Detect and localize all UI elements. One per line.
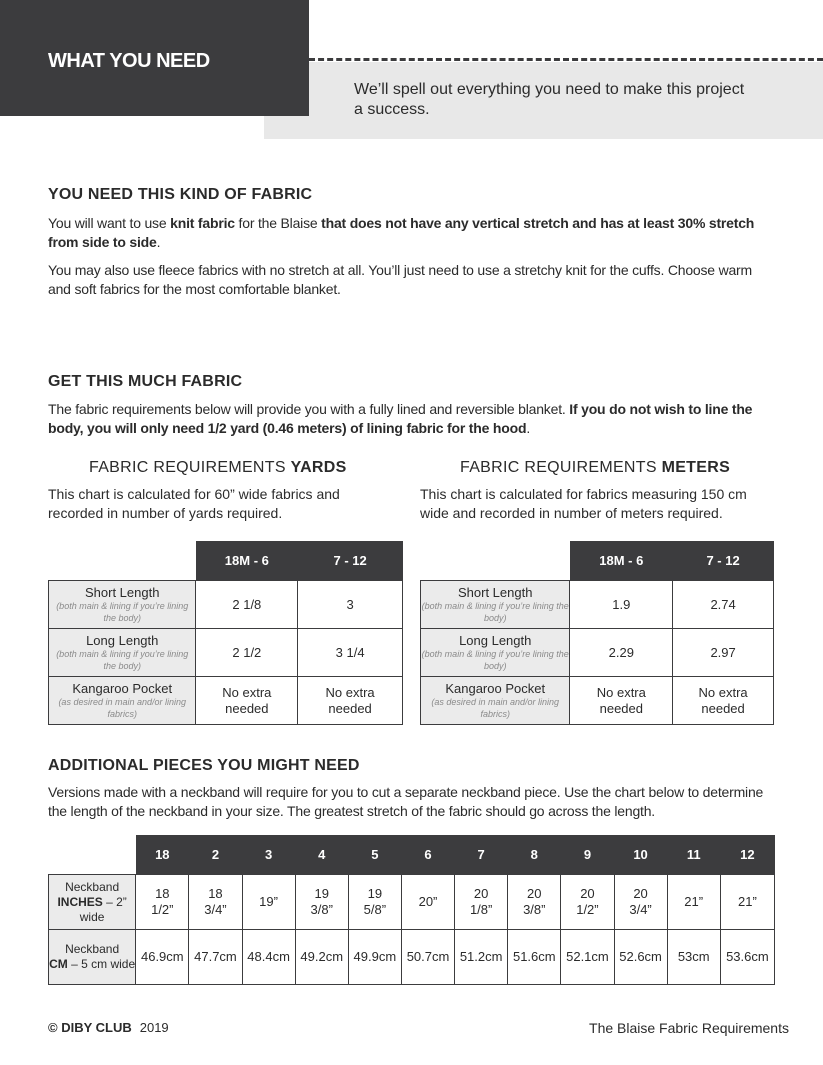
footer-brand xyxy=(48,1020,169,1035)
footer-year: 2019 xyxy=(139,1020,169,1035)
table-row xyxy=(49,930,775,985)
table-corner xyxy=(49,541,196,581)
table-cell: 18 3/4” xyxy=(189,875,242,930)
row-label: Kangaroo Pocket (as desired in main and/or lining fabrics) xyxy=(49,677,196,725)
column-header: 9 xyxy=(561,835,614,875)
table-cell: 52.6cm xyxy=(614,930,667,985)
table-cell: 3 1/4 xyxy=(298,629,403,677)
column-header: 7 - 12 xyxy=(298,541,403,581)
table-cell: 20” xyxy=(401,875,454,930)
table-header-row xyxy=(49,541,403,581)
table-row xyxy=(421,677,774,725)
table-cell: 2 1/8 xyxy=(196,581,298,629)
table-cell: 2.97 xyxy=(673,629,774,677)
fabric-amount-heading: GET THIS MUCH FABRIC xyxy=(48,373,243,390)
table-cell: No extra needed xyxy=(298,677,403,725)
row-label: Long Length (both main & lining if you’re lining the body) xyxy=(421,629,570,677)
table-cell: 53.6cm xyxy=(720,930,774,985)
row-label: Neckband INCHES – 2” wide xyxy=(49,875,136,930)
row-label: Short Length (both main & lining if you’re lining the body) xyxy=(49,581,196,629)
column-header: 12 xyxy=(720,835,774,875)
column-header: 5 xyxy=(348,835,401,875)
table-cell: 21” xyxy=(667,875,720,930)
table-cell: 1.9 xyxy=(570,581,673,629)
column-header: 18M - 6 xyxy=(570,541,673,581)
fabric-amount-paragraph: The fabric requirements below will provide you with a fully lined and reversible blanket. If you do not wish to line the body, you will only need 1/2 yard (0.46 meters) of lining fabric for the hood. xyxy=(48,401,753,436)
column-header: 7 xyxy=(455,835,508,875)
table-cell: 20 3/8” xyxy=(508,875,561,930)
table-cell: No extra needed xyxy=(673,677,774,725)
neckband-table xyxy=(48,835,775,985)
table-cell: 20 3/4” xyxy=(614,875,667,930)
fabric-kind-paragraph-2: You may also use fleece fabrics with no stretch at all. You’ll just need to use a stretchy knit for the cuffs. Choose warm and soft fabrics for the most comfortable blanket. xyxy=(48,262,752,297)
footer-document-title: The Blaise Fabric Requirements xyxy=(589,1020,789,1036)
table-cell: 49.2cm xyxy=(295,930,348,985)
row-label: Short Length (both main & lining if you’re lining the body) xyxy=(421,581,570,629)
meters-chart-title: FABRIC REQUIREMENTS METERS xyxy=(460,459,731,476)
table-cell: 3 xyxy=(298,581,403,629)
table-cell: 46.9cm xyxy=(136,930,189,985)
meters-table xyxy=(420,541,774,725)
table-header-row xyxy=(421,541,774,581)
table-cell: 47.7cm xyxy=(189,930,242,985)
table-cell: 2.29 xyxy=(570,629,673,677)
column-header: 3 xyxy=(242,835,295,875)
additional-paragraph: Versions made with a neckband will require for you to cut a separate neckband piece. Use the chart below to determine the length of the neckband in your size. The greatest stretch of the fabric should go across the length. xyxy=(48,784,764,819)
table-row xyxy=(49,581,403,629)
column-header: 2 xyxy=(189,835,242,875)
table-cell: 51.6cm xyxy=(508,930,561,985)
row-label: Neckband CM – 5 cm wide xyxy=(49,930,136,985)
table-corner xyxy=(49,835,136,875)
table-cell: 20 1/8” xyxy=(455,875,508,930)
table-cell: 19 3/8” xyxy=(295,875,348,930)
fabric-kind-paragraph-1: You will want to use knit fabric for the Blaise that does not have any vertical stretch and has at least 30% stretch from side to side. xyxy=(48,215,755,250)
table-cell: 18 1/2” xyxy=(136,875,189,930)
table-row xyxy=(421,629,774,677)
column-header: 8 xyxy=(508,835,561,875)
page-title: WHAT YOU NEED xyxy=(48,50,210,72)
table-corner xyxy=(421,541,570,581)
yards-chart-title: FABRIC REQUIREMENTS YARDS xyxy=(89,459,347,476)
column-header: 7 - 12 xyxy=(673,541,774,581)
column-header: 11 xyxy=(667,835,720,875)
table-row xyxy=(49,875,775,930)
additional-heading: ADDITIONAL PIECES YOU MIGHT NEED xyxy=(48,757,360,774)
table-header-row xyxy=(49,835,775,875)
meters-chart-note: This chart is calculated for fabrics measuring 150 cm wide and recorded in number of meters required. xyxy=(420,486,747,521)
column-header: 18M - 6 xyxy=(196,541,298,581)
column-header: 4 xyxy=(295,835,348,875)
header-dashed-divider xyxy=(309,58,823,61)
table-cell: 21” xyxy=(720,875,774,930)
table-cell: 50.7cm xyxy=(401,930,454,985)
row-label: Kangaroo Pocket (as desired in main and/or lining fabrics) xyxy=(421,677,570,725)
table-row xyxy=(421,581,774,629)
table-cell: 51.2cm xyxy=(455,930,508,985)
header-intro: We’ll spell out everything you need to make this project a success. xyxy=(354,81,745,118)
column-header: 10 xyxy=(614,835,667,875)
table-cell: No extra needed xyxy=(196,677,298,725)
table-cell: 49.9cm xyxy=(348,930,401,985)
column-header: 6 xyxy=(401,835,454,875)
fabric-kind-heading: YOU NEED THIS KIND OF FABRIC xyxy=(48,186,313,203)
table-cell: 19” xyxy=(242,875,295,930)
column-header: 18 xyxy=(136,835,189,875)
table-cell: 2 1/2 xyxy=(196,629,298,677)
table-cell: No extra needed xyxy=(570,677,673,725)
table-cell: 20 1/2” xyxy=(561,875,614,930)
yards-chart-note: This chart is calculated for 60” wide fabrics and recorded in number of yards required. xyxy=(48,486,340,521)
row-label: Long Length (both main & lining if you’re lining the body) xyxy=(49,629,196,677)
table-row xyxy=(49,629,403,677)
table-cell: 2.74 xyxy=(673,581,774,629)
brand-logo: © DIBY CLUB xyxy=(48,1020,132,1035)
table-cell: 19 5/8” xyxy=(348,875,401,930)
table-cell: 52.1cm xyxy=(561,930,614,985)
table-cell: 48.4cm xyxy=(242,930,295,985)
table-cell: 53cm xyxy=(667,930,720,985)
table-row xyxy=(49,677,403,725)
yards-table xyxy=(48,541,403,725)
